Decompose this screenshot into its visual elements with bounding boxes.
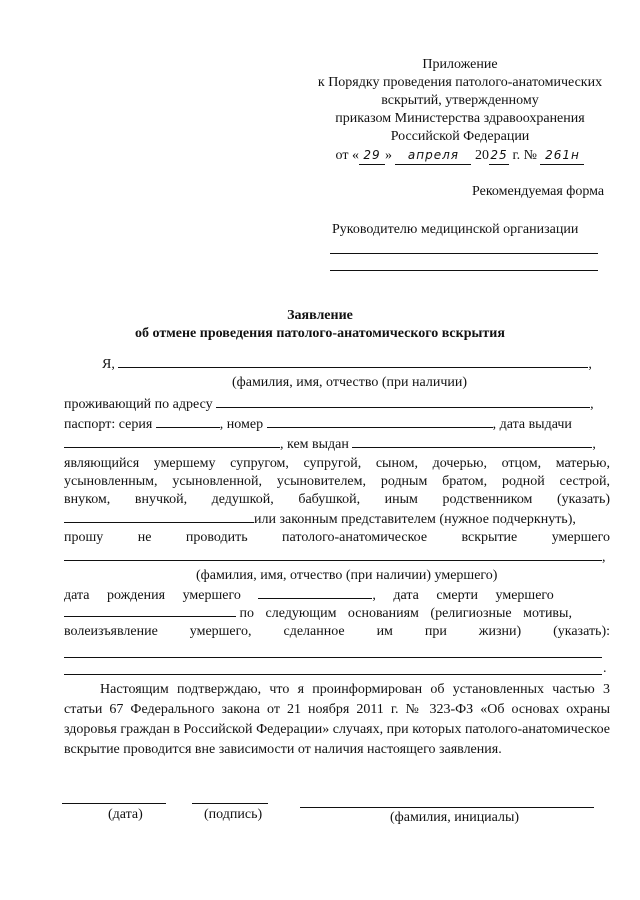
address-row: проживающий по адресу , <box>64 397 594 412</box>
appendix-line: приказом Министерства здравоохранения <box>335 111 585 126</box>
deceased-caption: (фамилия, имя, отчество (при наличии) умершего) <box>196 568 498 583</box>
issued-by-field[interactable] <box>352 435 592 448</box>
death-date-field[interactable] <box>64 604 236 617</box>
issued-row: , кем выдан , <box>64 435 610 453</box>
document-page: Приложение к Порядку проведения патолого-анатомических вскрытий, утвержденному приказом Министерства здравоохранения Российской Федерации от « 29 » апреля 2025 г. № 261н Рекомендуемая форма Руководителю медицинской организации Заявление об отмене проведения патолого-анатомического вскрытия Я, , (фамилия, имя, отчество (при наличии) проживающий по адресу , паспорт: серия , номер , дата выдачи , кем выдан , являющийся умершему супругом, супругой, сыном, дочерью, отцом, матерью, усыновленным, усыновленной, усыновителем, родным братом, родной сестрой, внуком, внучкой, дедушкой, бабушкой, иным родственником (указать) или законным представителем (нужное подчеркнуть), прошу не проводить патолого-анатомическое вскрытие умершего , (фамилия, имя, отчество (при наличии) умершего) дата рождения умершего , дата смерти умершего по следующим основаниям (религиозные мотивы, волеизъявление умершего, сделанное им при жизни) (указать): . Настоящим подтверждаю, что я проинформирован об установленных частью 3 статьи 67 Федерального закона от 21 ноября 2011 г. № 323-ФЗ «Об основах охраны здоровья граждан в Российской Федерации» случаях, при которых патолого-анатомическое вскрытие проводится вне зависимости от наличия настоящего заявления. (дата) (подпись) (фамилия, инициалы) <box>0 0 640 900</box>
appendix-line: вскрытий, утвержденному <box>381 93 539 108</box>
document-title: Заявление <box>287 308 353 323</box>
order-number: 261н <box>540 146 584 165</box>
appendix-line: к Порядку проведения патолого-анатомических <box>317 75 603 90</box>
relation-line-2: усыновленным, усыновленной, усыновителем, родным братом, родной сестрой, <box>64 474 610 489</box>
date-caption: (дата) <box>108 807 143 822</box>
fio-caption: (фамилия, имя, отчество (при наличии) <box>232 375 468 390</box>
passport-series-field[interactable] <box>156 415 220 428</box>
document-subtitle: об отмене проведения патолого-анатомического вскрытия <box>135 326 505 341</box>
addressee-line[interactable] <box>330 253 598 254</box>
recommended-form-label: Рекомендуемая форма <box>472 184 605 199</box>
birth-date-field[interactable] <box>258 586 372 599</box>
birth-death-row: дата рождения умершего , дата смерти умершего <box>64 588 554 603</box>
deceased-row: , <box>64 548 610 566</box>
reasons-row-1: по следующим основаниям (религиозные мотивы, <box>64 604 610 622</box>
date-line[interactable] <box>62 803 166 804</box>
applicant-row: Я, , <box>102 357 592 372</box>
appendix-title: Приложение <box>422 57 498 72</box>
name-line[interactable] <box>300 807 594 808</box>
order-day: 29 <box>359 146 385 165</box>
passport-row: паспорт: серия , номер , дата выдачи <box>64 417 572 432</box>
signature-line[interactable] <box>192 803 268 804</box>
relation-line-1: являющийся умершему супругом, супругой, сыном, дочерью, отцом, матерью, <box>64 456 610 471</box>
confirmation-paragraph: Настоящим подтверждаю, что я проинформирован об установленных частью 3 статьи 67 Федерального закона от 21 ноября 2011 г. № 323-ФЗ «Об основах охраны здоровья граждан в Российской Федерации» случаях, при которых патолого-анатомическое вскрытие проводится вне зависимости от наличия настоящего заявления. <box>64 682 610 757</box>
order-month: апреля <box>395 146 471 165</box>
relation-row-4: или законным представителем (нужное подчеркнуть), <box>64 510 610 528</box>
reasons-line-2: волеизъявление умершего, сделанное им при жизни) (указать): <box>64 624 610 639</box>
relative-field[interactable] <box>64 510 254 523</box>
issue-date-field[interactable] <box>64 435 280 448</box>
addressee: Руководителю медицинской организации <box>332 222 579 237</box>
signature-caption: (подпись) <box>204 807 263 822</box>
appendix-header <box>300 56 620 165</box>
relation-line-3: внуком, внучкой, дедушкой, бабушкой, иным родственником (указать) <box>64 492 610 507</box>
addressee-line[interactable] <box>330 270 598 271</box>
reasons-field[interactable] <box>64 657 602 658</box>
request-line: прошу не проводить патолого-анатомическое вскрытие умершего <box>64 530 610 545</box>
appendix-line: Российской Федерации <box>390 129 530 144</box>
name-caption: (фамилия, инициалы) <box>390 810 520 825</box>
order-date-line: от « 29 » апреля 2025 г. № 261н <box>300 146 620 165</box>
deceased-name-field[interactable] <box>64 548 602 561</box>
passport-number-field[interactable] <box>267 415 493 428</box>
order-year: 25 <box>489 146 509 165</box>
address-field[interactable] <box>216 395 590 408</box>
reasons-field[interactable] <box>64 674 602 675</box>
applicant-name-field[interactable] <box>118 355 588 368</box>
